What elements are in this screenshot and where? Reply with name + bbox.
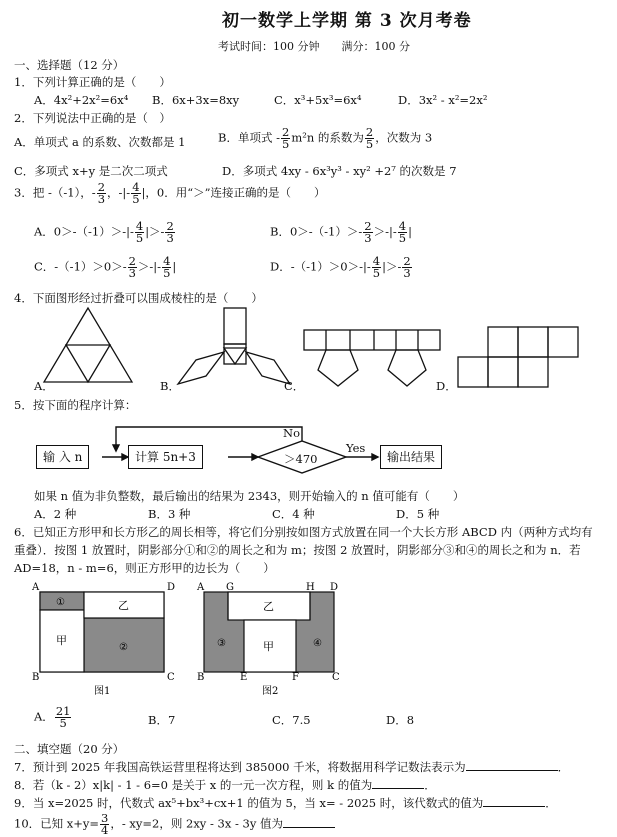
question-1-stem: 1．下列计算正确的是（ ）: [14, 75, 171, 89]
q4-figure-b: [178, 308, 290, 384]
q6-line-1: 6．已知正方形甲和长方形乙的周长相等，将它们分别按如图方式放置在同一个大长方形 ABCD 内（两种方式均有: [14, 525, 593, 539]
q6-option-c: C．7.5: [272, 713, 311, 727]
fig2-label-f: F: [292, 672, 299, 683]
flow-yes-label: Yes: [346, 441, 366, 455]
q1-option-a: A．4x²+2x²=6x⁴: [34, 93, 129, 107]
q2-option-a: A．单项式 a 的系数、次数都是 1: [14, 135, 186, 149]
q3-option-c: C．-（-1）＞0＞- $\frac{2}{3}$ ＞-|- $\frac{4}{5}$ |: [34, 254, 177, 280]
q1-option-d: D．3x² - x²=2x²: [398, 93, 488, 107]
q4-figure-c: [304, 330, 440, 386]
q4-label-b: B．: [160, 379, 180, 393]
q4-label-c: C．: [284, 379, 305, 393]
q3-option-a: A．0＞-（-1）＞-|- $\frac{4}{5}$ |＞- $\frac{2}{3}$: [34, 219, 174, 245]
fig2-label-h: H: [306, 582, 315, 593]
q5-option-d: D．5 种: [396, 507, 440, 521]
flow-output-box: 输出结果: [380, 445, 442, 469]
question-5-stem: 5．按下面的程序计算：: [14, 398, 137, 412]
fig1-caption: 图1: [94, 686, 111, 697]
fig2-label-d: D: [330, 582, 339, 593]
q8-text: 8．若（k - 2）x|k| - 1 - 6=0 是关于 x 的一元一次方程，则 k 的值为 ．: [14, 778, 436, 792]
flow-no-label: No: [283, 426, 300, 440]
q4-label-a: A．: [34, 379, 54, 393]
fig2-label-g: G: [226, 582, 234, 593]
q7-text: 7．预计到 2025 年我国高铁运营里程将达到 385000 千米，将数据用科学记数法表示为 ．: [14, 760, 570, 774]
q5-option-a: A．2 种: [34, 507, 77, 521]
q5-flow-lines: [0, 415, 617, 480]
q6-option-a: A． $\frac{21}{5}$: [34, 704, 71, 730]
fig2-label-c: C: [332, 672, 340, 683]
q3-option-d: D．-（-1）＞0＞-|- $\frac{4}{5}$ |＞- $\frac{2}{3}$: [270, 254, 411, 280]
fig1-circle-1: ①: [56, 597, 65, 608]
fig1-yi: 乙: [118, 599, 129, 612]
q5-text: 如果 n 值为非负整数，最后输出的结果为 2343，则开始输入的 n 值可能有（ ）: [34, 489, 465, 503]
fig1-label-c: C: [167, 672, 175, 683]
fig2-label-e: E: [240, 672, 248, 683]
q3-option-b: B．0＞-（-1）＞- $\frac{2}{3}$ ＞-|- $\frac{4}{5}$ |: [270, 219, 412, 245]
fig1-label-b: B: [32, 672, 40, 683]
question-2-stem: 2．下列说法中正确的是（ ）: [14, 111, 171, 125]
fig2-label-b: B: [197, 672, 205, 683]
q9-text: 9．当 x=2025 时，代数式 ax⁵+bx³+cx+1 的值为 5，当 x= - 2025 时，该代数式的值为 ．: [14, 796, 557, 810]
fig2-jia: 甲: [263, 640, 274, 653]
q10-text: 10．已知 x+y= $\frac{3}{4}$ ，- xy=2，则 2xy - 3x - 3y 值为: [14, 813, 335, 836]
question-4-stem: 4．下面图形经过折叠可以围成棱柱的是（ ）: [14, 291, 263, 305]
q6-option-b: B．7: [148, 713, 176, 727]
q4-figures: [0, 300, 617, 392]
flow-condition: ＞470: [284, 452, 318, 466]
q2-option-c: C．多项式 x+y 是二次二项式: [14, 164, 168, 178]
q6-figures: [0, 578, 617, 700]
page-title: 初一数学上学期 第 3 次月考卷: [222, 11, 472, 31]
fig1-label-d: D: [167, 582, 176, 593]
flow-input-box: 输 入 n: [36, 445, 89, 469]
flow-compute-box: 计算 5n+3: [128, 445, 203, 469]
question-3-stem: 3．把 -（-1），- $\frac{2}{3}$ ，-|- $\frac{4}{5}$ |，0．用“＞”连接正确的是（ ）: [14, 180, 326, 206]
fig2-label-a: A: [197, 582, 205, 593]
q2-option-d: D．多项式 4xy - 6x³y³ - xy² +2⁷ 的次数是 7: [222, 164, 457, 178]
q6-option-d: D．8: [386, 713, 415, 727]
q4-figure-a: [44, 308, 132, 382]
fig2-yi: 乙: [263, 600, 274, 613]
q4-label-d: D．: [436, 379, 457, 393]
section-title: 二、填空题（20 分）: [14, 742, 125, 756]
exam-info: 考试时间：100 分钟 满分：100 分: [218, 40, 410, 53]
fig2-caption: 图2: [262, 686, 279, 697]
q4-figure-d: [458, 327, 578, 387]
q6-line-3: AD=18，n - m=6，则正方形甲的边长为（ ）: [14, 561, 275, 575]
fig1-jia: 甲: [56, 634, 67, 647]
q1-option-b: B．6x+3x=8xy: [152, 93, 240, 107]
q5-option-c: C．4 种: [272, 507, 315, 521]
q6-line-2: 重叠）．按图 1 放置时，阴影部分①和②的周长之和为 m；按图 2 放置时，阴影部分③和④的周长之和为 n．若: [14, 543, 581, 557]
q2-option-b: B．单项式 - $\frac{2}{5}$ m²n 的系数为 $\frac{2}{5}$ ，次数为 3: [218, 125, 433, 151]
q5-option-b: B．3 种: [148, 507, 191, 521]
section-title: 一、选择题（12 分）: [14, 58, 125, 72]
fig1-label-a: A: [32, 582, 40, 593]
q1-option-c: C．x³+5x³=6x⁴: [274, 93, 362, 107]
fig2-circle-3: ③: [217, 638, 226, 649]
fig2-circle-4: ④: [313, 638, 322, 649]
fig1-circle-2: ②: [119, 642, 128, 653]
